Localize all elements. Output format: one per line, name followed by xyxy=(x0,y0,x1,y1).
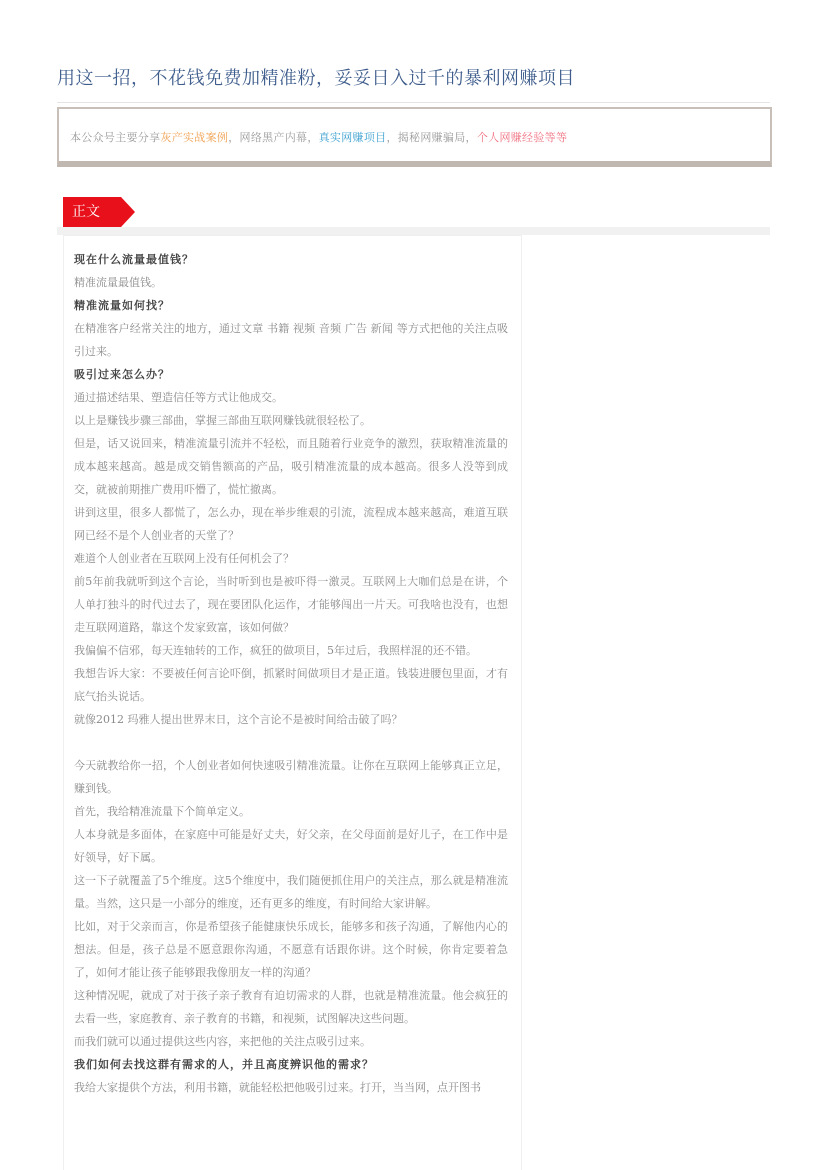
article-paragraph: 今天就教给你一招，个人创业者如何快速吸引精准流量。让你在互联网上能够真正立足，赚到钱。 xyxy=(74,759,508,795)
article-paragraph: 以上是赚钱步骤三部曲，掌握三部曲互联网赚钱就很轻松了。 xyxy=(74,414,371,427)
article-paragraph: 我给大家提供个方法，利用书籍，就能轻松把他吸引过来。打开，当当网，点开图书 xyxy=(74,1081,481,1094)
section-divider-bar xyxy=(57,227,770,235)
article-heading: 我们如何去找这群有需求的人，并且高度辨识他的需求？ xyxy=(74,1058,374,1071)
account-notice-box xyxy=(57,107,772,167)
article-paragraph: 这种情况呢，就成了对于孩子亲子教育有迫切需求的人群，也就是精准流量。他会疯狂的去看一些，家庭教育、亲子教育的书籍，和视频，试图解决这些问题。 xyxy=(74,989,508,1025)
article-paragraph: 而我们就可以通过提供这些内容，来把他的关注点吸引过来。 xyxy=(74,1035,371,1048)
article-heading: 现在什么流量最值钱？ xyxy=(74,253,194,266)
notice-item-gray-cases: 灰产实战案例 xyxy=(160,131,229,144)
article-title: 用这一招，不花钱免费加精准粉，妥妥日入过千的暴利网赚项目 xyxy=(57,64,770,103)
article-paragraph: 这一下子就覆盖了5个维度。这5个维度中，我们随便抓住用户的关注点，那么就是精准流量。当然，这只是一小部分的维度，还有更多的维度，有时间给大家讲解。 xyxy=(74,874,508,910)
article-paragraph: 前5年前我就听到这个言论，当时听到也是被吓得一激灵。互联网上大咖们总是在讲，个人单打独斗的时代过去了，现在要团队化运作，才能够闯出一片天。可我啥也没有，也想走互联网道路，靠这个发家致富，该如何做？ xyxy=(74,575,508,634)
article-body xyxy=(74,248,508,1099)
notice-separator: ，揭秘网赚骗局， xyxy=(386,131,477,144)
notice-item-experience: 个人网赚经验等等 xyxy=(476,131,568,144)
article-paragraph: 但是，话又说回来，精准流量引流并不轻松，而且随着行业竞争的激烈，获取精准流量的成本越来越高。越是成交销售额高的产品，吸引精准流量的成本越高。很多人没等到成交，就被前期推广费用吓懵了，慌忙撤离。 xyxy=(74,437,508,496)
article-paragraph: 讲到这里，很多人都慌了，怎么办，现在举步维艰的引流，流程成本越来越高，难道互联网已经不是个人创业者的天堂了？ xyxy=(74,506,508,542)
article-paragraph: 人本身就是多面体，在家庭中可能是好丈夫，好父亲，在父母面前是好儿子，在工作中是好领导，好下属。 xyxy=(74,828,508,864)
blank-line xyxy=(74,731,508,754)
article-paragraph: 我想告诉大家：不要被任何言论吓倒，抓紧时间做项目才是正道。钱装进腰包里面，才有底气抬头说话。 xyxy=(74,667,508,703)
notice-prefix: 本公众号主要分享 xyxy=(70,131,161,144)
account-notice-text xyxy=(70,129,567,145)
article-paragraph: 我偏偏不信邪，每天连轴转的工作，疯狂的做项目，5年过后，我照样混的还不错。 xyxy=(74,644,477,657)
notice-item-real-projects: 真实网赚项目 xyxy=(318,131,387,144)
article-paragraph: 比如，对于父亲而言，你是希望孩子能健康快乐成长，能够多和孩子沟通，了解他内心的想法。但是，孩子总是不愿意跟你沟通，不愿意有话跟你讲。这个时候，你肯定要着急了，如何才能让孩子能够跟我像朋友一样的沟通？ xyxy=(74,920,508,979)
notice-separator: ，网络黑产内幕， xyxy=(228,131,319,144)
article-paragraph: 就像2012 玛雅人提出世界末日，这个言论不是被时间给击破了吗？ xyxy=(74,713,403,726)
article-heading: 精准流量如何找？ xyxy=(74,299,170,312)
article-paragraph: 通过描述结果、塑造信任等方式让他成交。 xyxy=(74,391,283,404)
article-paragraph: 精准流量最值钱。 xyxy=(74,276,162,289)
article-paragraph: 首先，我给精准流量下个简单定义。 xyxy=(74,805,250,818)
article-heading: 吸引过来怎么办？ xyxy=(74,368,170,381)
article-paragraph: 难道个人创业者在互联网上没有任何机会了？ xyxy=(74,552,294,565)
section-tag-body: 正文 xyxy=(63,197,121,227)
article-paragraph: 在精准客户经常关注的地方，通过文章 书籍 视频 音频 广告 新闻 等方式把他的关注点吸引过来。 xyxy=(74,322,508,358)
